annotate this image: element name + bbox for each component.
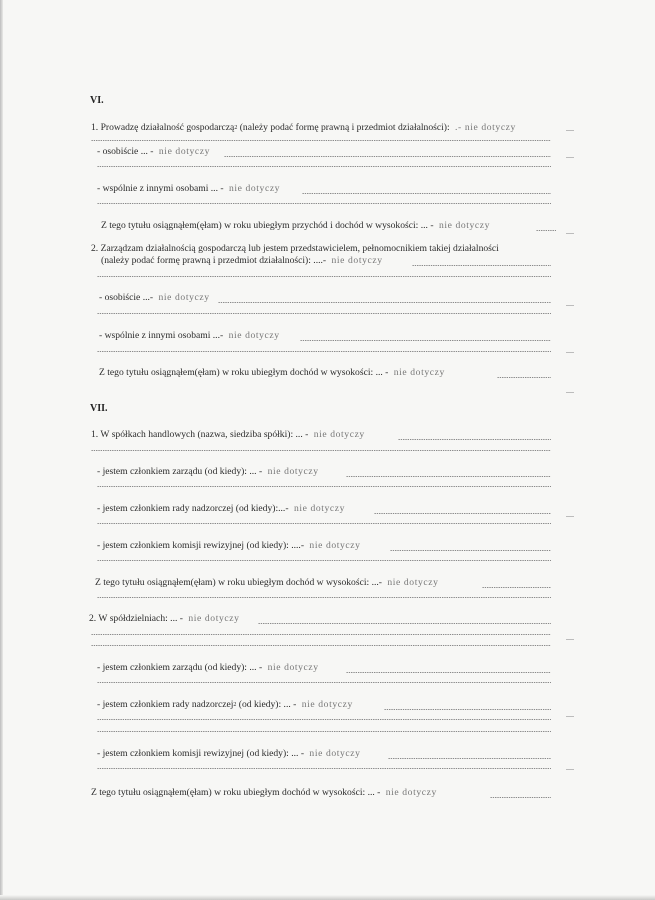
dotted-fill-line bbox=[97, 276, 551, 277]
footnote-marker: 2 bbox=[234, 125, 238, 131]
scan-mark bbox=[566, 157, 574, 158]
s6-q2-wspolnie-value: nie dotyczy bbox=[228, 330, 280, 341]
dotted-fill-line bbox=[412, 265, 551, 266]
s7-q2-rada-label-b: (od kiedy): ... - bbox=[238, 699, 297, 710]
s6-q2-text-2: (należy podać formę prawną i przedmiot działalności): ....- bbox=[101, 255, 327, 266]
scan-mark bbox=[566, 639, 574, 640]
scan-mark bbox=[566, 716, 574, 717]
dotted-fill-line bbox=[302, 193, 551, 194]
s6-q1-text-a: 1. Prowadzę działalność gospodarczą bbox=[91, 122, 235, 133]
s6-q2-osobiscie-value: nie dotyczy bbox=[158, 292, 210, 303]
s6-q1-osobiscie-label: - osobiście ... - bbox=[97, 146, 154, 157]
s6-q1-osobiscie-line bbox=[97, 146, 210, 158]
s6-q2-osobiscie-line bbox=[99, 292, 210, 304]
section-7-heading: VII. bbox=[90, 403, 108, 414]
s6-q1-value: .- nie dotyczy bbox=[455, 122, 516, 133]
dotted-fill-line bbox=[91, 634, 551, 635]
s7-q2-rada-label-a: - jestem członkiem rady nadzorczej bbox=[97, 699, 234, 710]
s6-q2-dochod-label: Z tego tytułu osiągnąłem(ęłam) w roku ubiegłym dochód w wysokości: ... - bbox=[99, 367, 389, 378]
scan-mark bbox=[566, 516, 574, 517]
scan-mark bbox=[566, 352, 574, 353]
dotted-fill-line bbox=[97, 166, 551, 167]
footnote-marker: 2 bbox=[233, 702, 237, 708]
s7-q2-value: nie dotyczy bbox=[188, 613, 240, 624]
dotted-fill-line bbox=[97, 313, 551, 314]
s7-q2-komisja-label: - jestem członkiem komisji rewizyjnej (od kiedy): ... - bbox=[97, 748, 305, 759]
scan-edge-bottom bbox=[0, 895, 655, 900]
dotted-fill-line bbox=[346, 672, 551, 673]
dotted-fill-line bbox=[97, 523, 551, 524]
dotted-fill-line bbox=[388, 758, 551, 759]
s7-q1-komisja-value: nie dotyczy bbox=[309, 540, 361, 551]
s7-q2-komisja-line bbox=[97, 748, 361, 760]
dotted-fill-line bbox=[258, 623, 551, 624]
dotted-fill-line bbox=[346, 476, 551, 477]
s6-q1-osobiscie-value: nie dotyczy bbox=[158, 146, 210, 157]
s6-q1-dochod-value: nie dotyczy bbox=[438, 220, 491, 231]
s7-q2-zarzad-label: - jestem członkiem zarządu (od kiedy): ... - bbox=[97, 662, 263, 673]
dotted-fill-line bbox=[536, 230, 556, 231]
dotted-fill-line bbox=[97, 719, 551, 720]
s6-q2-wspolnie-label: - wspólnie z innymi osobami ...- bbox=[99, 330, 224, 341]
s7-q1-line bbox=[91, 429, 365, 441]
s7-q2-dochod-line bbox=[91, 787, 437, 799]
s6-q1-dochod-line bbox=[101, 220, 490, 232]
scan-edge bbox=[0, 0, 3, 900]
dotted-fill-line bbox=[97, 486, 551, 487]
s7-q1-rada-line bbox=[97, 503, 345, 515]
s7-q2-zarzad-value: nie dotyczy bbox=[267, 662, 319, 673]
s6-q2-line1 bbox=[91, 243, 499, 255]
s6-q1-line bbox=[91, 122, 516, 134]
dotted-fill-line bbox=[497, 377, 551, 378]
s6-q2-value: nie dotyczy bbox=[331, 255, 383, 266]
s7-q2-label: 2. W spółdzielniach: ... - bbox=[89, 613, 183, 624]
s7-q1-rada-label: - jestem członkiem rady nadzorczej (od kiedy):...- bbox=[97, 503, 289, 514]
dotted-fill-line bbox=[97, 597, 551, 598]
s7-q1-value: nie dotyczy bbox=[313, 429, 365, 440]
dotted-fill-line bbox=[97, 351, 551, 352]
s6-q2-dochod-line bbox=[99, 367, 445, 379]
s6-q1-wspolnie-value: nie dotyczy bbox=[228, 183, 281, 194]
scan-mark bbox=[566, 233, 574, 234]
scan-mark bbox=[566, 769, 574, 770]
s7-q1-zarzad-value: nie dotyczy bbox=[267, 466, 319, 477]
dotted-fill-line bbox=[97, 203, 551, 204]
s7-q2-line bbox=[89, 613, 239, 625]
dotted-fill-line bbox=[224, 156, 551, 157]
section-6-heading: VI. bbox=[90, 95, 104, 106]
dotted-fill-line bbox=[218, 302, 551, 303]
dotted-fill-line bbox=[91, 140, 551, 141]
dotted-fill-line bbox=[97, 682, 551, 683]
scan-mark bbox=[566, 130, 574, 131]
dotted-fill-line bbox=[384, 709, 551, 710]
s7-q2-dochod-label: Z tego tytułu osiągnąłem(ęłam) w roku ubiegłym dochód w wysokości: ... - bbox=[91, 787, 381, 798]
s7-q2-rada-value: nie dotyczy bbox=[301, 699, 353, 710]
s7-q1-dochod-label: Z tego tytułu osiągnąłem(ęłam) w roku ubiegłym dochód w wysokości: ...- bbox=[95, 577, 382, 588]
s7-q1-zarzad-label: - jestem członkiem zarządu (od kiedy): ... - bbox=[97, 466, 263, 477]
s6-q2-line2 bbox=[101, 255, 383, 267]
scan-mark bbox=[566, 392, 574, 393]
s6-q2-text-1: 2. Zarządzam działalnością gospodarczą lub jestem przedstawicielem, pełnomocnikiem takiej działalności bbox=[91, 243, 499, 254]
s6-q1-text-b: (należy podać formę prawną i przedmiot działalności): bbox=[239, 122, 450, 133]
dotted-fill-line bbox=[300, 340, 551, 341]
s6-q1-wspolnie-line bbox=[97, 183, 280, 195]
dotted-fill-line bbox=[390, 550, 551, 551]
s6-q1-dochod-label: Z tego tytułu osiągnąłem(ęłam) w roku ubiegłym przychód i dochód w wysokości: ... - bbox=[101, 220, 434, 231]
s7-q2-komisja-value: nie dotyczy bbox=[309, 748, 361, 759]
dotted-fill-line bbox=[490, 797, 551, 798]
s7-q1-rada-value: nie dotyczy bbox=[293, 503, 346, 514]
dotted-fill-line bbox=[374, 513, 551, 514]
s7-q1-dochod-line bbox=[95, 577, 438, 589]
s6-q2-wspolnie-line bbox=[99, 330, 280, 342]
dotted-fill-line bbox=[91, 645, 551, 646]
s6-q2-osobiscie-label: - osobiście ...- bbox=[99, 292, 154, 303]
s6-q2-dochod-value: nie dotyczy bbox=[393, 367, 445, 378]
s7-q1-zarzad-line bbox=[97, 466, 319, 478]
dotted-fill-line bbox=[398, 439, 551, 440]
s7-q1-label: 1. W spółkach handlowych (nazwa, siedziba spółki): ... - bbox=[91, 429, 309, 440]
dotted-fill-line bbox=[91, 450, 551, 451]
s7-q1-komisja-line bbox=[97, 540, 361, 552]
dotted-fill-line bbox=[97, 560, 551, 561]
s7-q1-dochod-value: nie dotyczy bbox=[387, 577, 439, 588]
dotted-fill-line bbox=[482, 587, 551, 588]
dotted-fill-line bbox=[97, 731, 551, 732]
s6-q1-wspolnie-label: - wspólnie z innymi osobami ... - bbox=[97, 183, 224, 194]
scan-mark bbox=[566, 305, 574, 306]
s7-q1-komisja-label: - jestem członkiem komisji rewizyjnej (od kiedy): ....- bbox=[97, 540, 305, 551]
dotted-fill-line bbox=[97, 768, 551, 769]
s7-q2-zarzad-line bbox=[97, 662, 319, 674]
s7-q2-rada-line bbox=[97, 699, 353, 711]
s7-q2-dochod-value: nie dotyczy bbox=[385, 787, 437, 798]
